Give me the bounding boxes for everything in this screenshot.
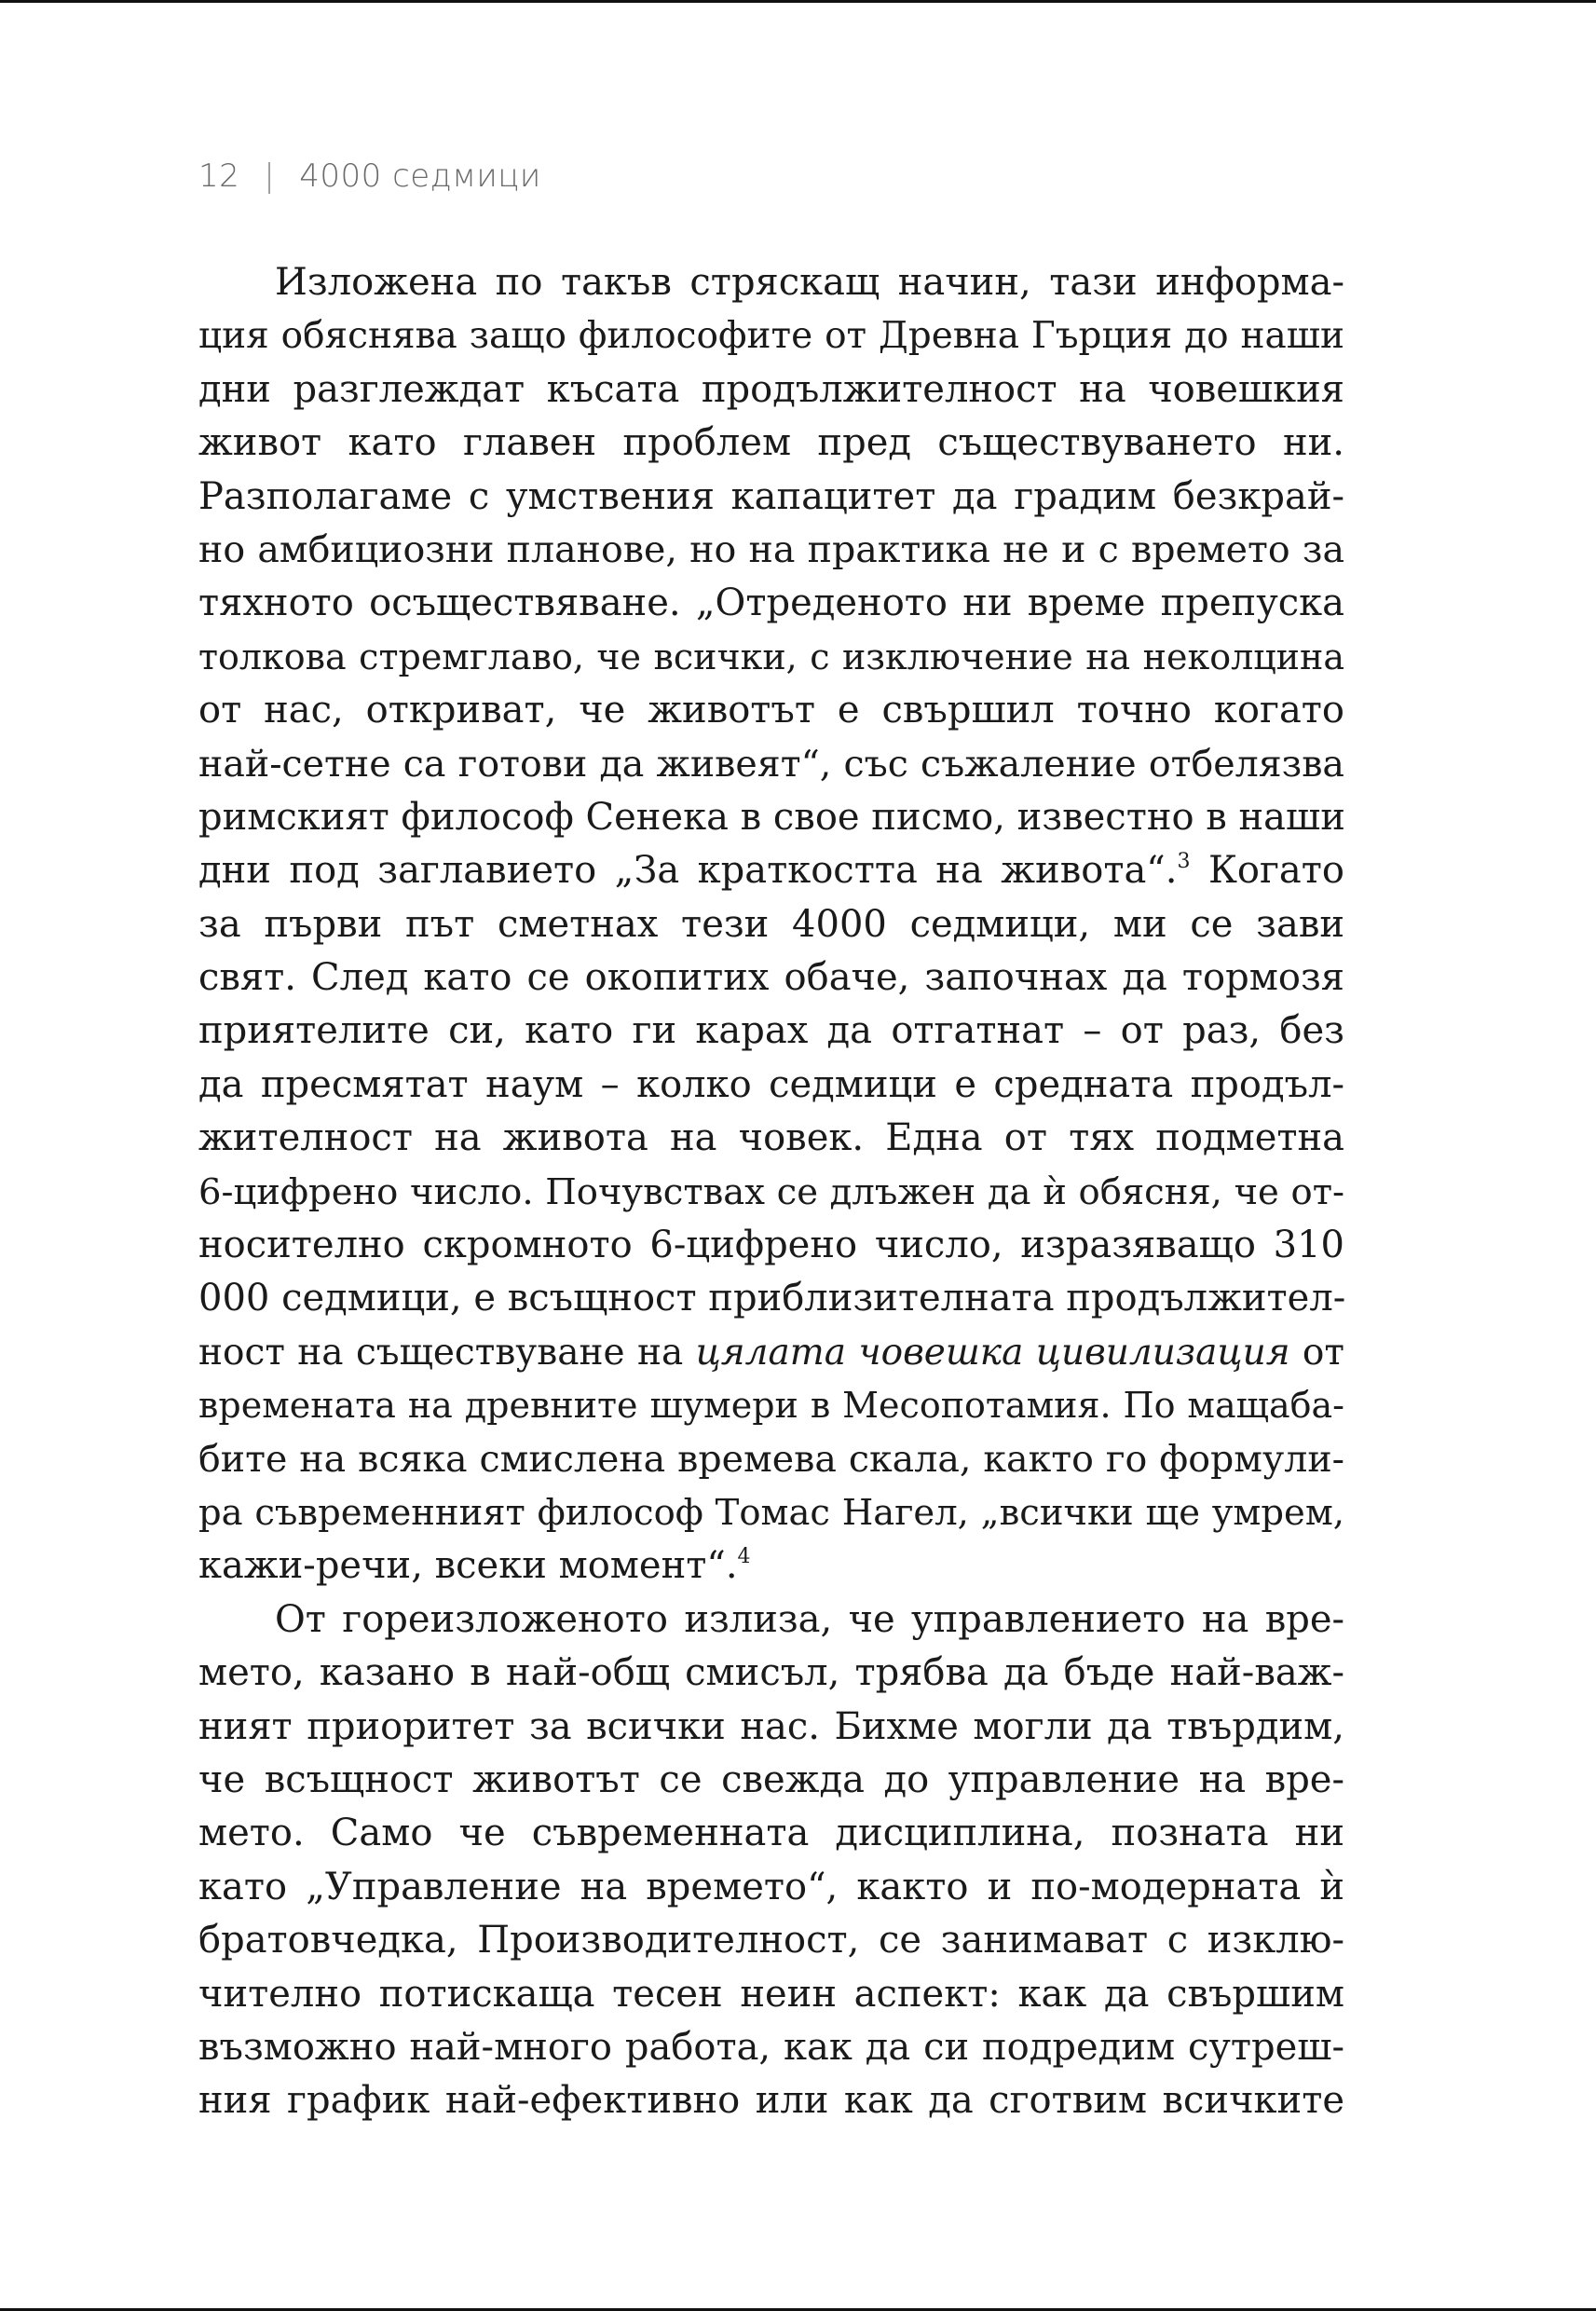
paragraph-1 xyxy=(198,256,1344,1593)
text-line: бите на всяка смислена времева скала, както го формули- xyxy=(198,1437,1344,1481)
text-line: носително скромното 6-цифрено число, изразяващо 310 xyxy=(198,1224,1344,1267)
text-line: най-сетне са готови да живеят“, със съжаление отбелязва xyxy=(198,742,1344,786)
text-run: от xyxy=(1289,1331,1344,1374)
italic-emphasis: цялата човешка цивилизация xyxy=(695,1331,1290,1374)
text-line: от нас, откриват, че животът е свършил точно когато xyxy=(198,689,1344,732)
book-title: 4000 седмици xyxy=(299,157,541,195)
text-line: дни разглеждат късата продължителност на човешкия xyxy=(198,367,1344,411)
text-line: ния график най-ефективно или как да сготвим всичките xyxy=(198,2079,1344,2123)
text-line: времената на древните шумери в Месопотамия. По мащаба- xyxy=(198,1385,1344,1427)
text-line: възможно най-много работа, как да си подредим сутреш- xyxy=(198,2025,1344,2069)
text-line: свят. След като се окопитих обаче, започнах да тормозя xyxy=(198,956,1344,1000)
footnote-ref-4: 4 xyxy=(737,1545,751,1569)
text-line: римският философ Сенека в свое писмо, известно в наши xyxy=(198,795,1345,839)
text-line: мето, казано в най-общ смисъл, трябва да бъде най-важ- xyxy=(198,1651,1344,1695)
text-line: ният приоритет за всички нас. Бихме могли да твърдим, xyxy=(198,1704,1344,1748)
footnote-ref-3: 3 xyxy=(1177,850,1191,874)
header-separator: | xyxy=(264,157,276,195)
text-line xyxy=(198,1539,1344,1593)
text-line: като „Управление на времето“, както и по-модерната ѝ xyxy=(198,1865,1344,1908)
body-text xyxy=(198,256,1344,2128)
text-line: за първи път сметнах тези 4000 седмици, ми се зави xyxy=(198,902,1344,946)
text-line: но амбициозни планове, но на практика не и с времето за xyxy=(198,527,1344,571)
text-line: Изложена по такъв стряскащ начин, тази информа- xyxy=(275,261,1344,304)
text-line: Разполагаме с умствения капацитет да градим безкрай- xyxy=(198,474,1344,518)
text-line: тяхното осъществяване. „Отреденото ни време препуска xyxy=(198,581,1344,625)
text-line: приятелите си, като ги карах да отгатнат – от раз, без xyxy=(198,1009,1344,1053)
text-line: От гореизложеното излиза, че управлението на вре- xyxy=(275,1597,1344,1641)
text-line: братовчедка, Производителност, се занимават с изклю- xyxy=(198,1919,1344,1962)
text-line: ра съвременният философ Томас Нагел, „всички ще умрем, xyxy=(198,1491,1344,1534)
text-run: кажи-речи, всеки момент“. xyxy=(198,1544,738,1588)
text-line: жителност на живота на човек. Една от тях подметна xyxy=(198,1116,1344,1160)
text-line: мето. Само че съвременната дисциплина, позната ни xyxy=(198,1812,1344,1855)
text-line xyxy=(198,844,1344,897)
text-line xyxy=(198,1326,1344,1379)
running-head xyxy=(198,157,541,195)
text-line: 6-цифрено число. Почувствах се длъжен да ѝ обясня, че от- xyxy=(198,1170,1344,1213)
text-line: 000 седмици, е всъщност приблизителната продължител- xyxy=(198,1277,1346,1320)
text-run: дни под заглавието „За краткостта на живота“. xyxy=(198,849,1178,893)
text-line: да пресмятат наум – колко седмици е средната продъл- xyxy=(198,1062,1344,1106)
text-line: живот като главен проблем пред съществуването ни. xyxy=(198,421,1344,465)
text-line: чително потискаща тесен неин аспект: как да свършим xyxy=(198,1972,1344,2016)
text-line: ция обяснява защо философите от Древна Гърция до наши xyxy=(198,315,1344,358)
paragraph-2 xyxy=(198,1593,1344,2128)
text-run: ност на съществуване на xyxy=(198,1331,696,1374)
page-number: 12 xyxy=(198,157,240,195)
text-run: Когато xyxy=(1190,849,1344,893)
text-line: че всъщност животът се свежда до управление на вре- xyxy=(198,1757,1344,1801)
text-line: толкова стремглаво, че всички, с изключение на неколцина xyxy=(198,636,1344,677)
